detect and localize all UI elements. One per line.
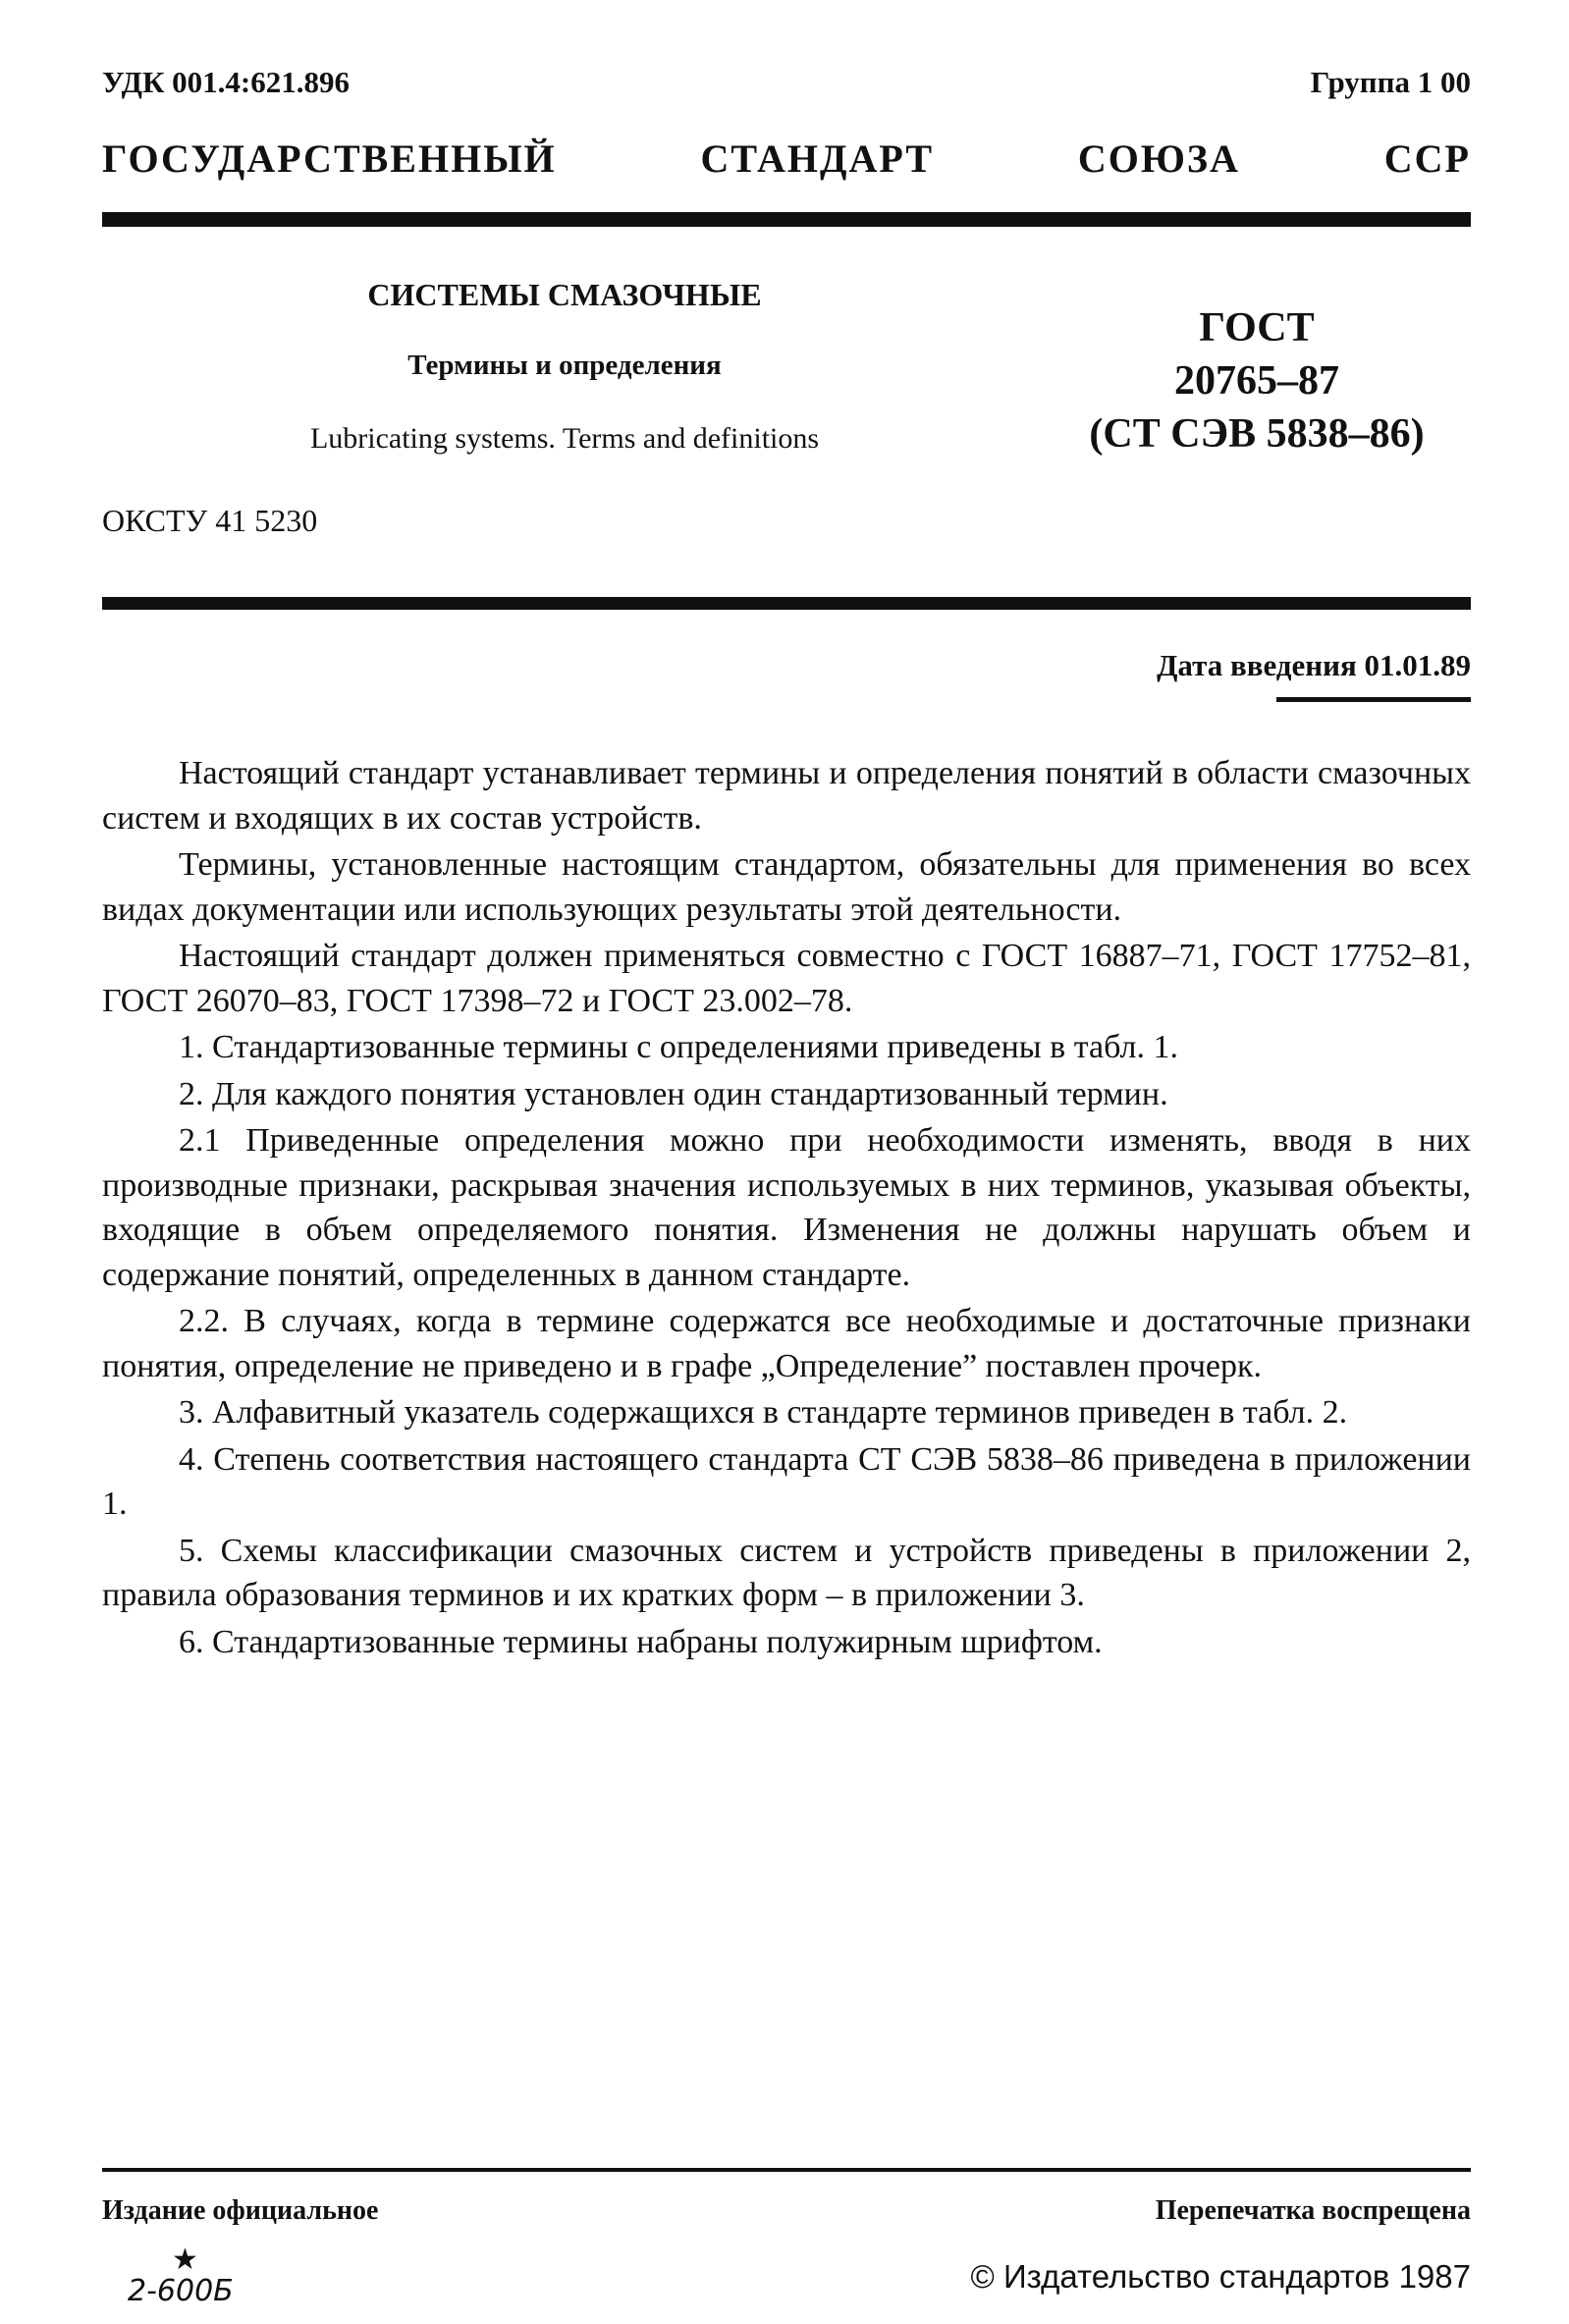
top-thick-rule	[102, 212, 1471, 227]
bottom-rule	[102, 2168, 1471, 2172]
paragraph: 2. Для каждого понятия установлен один стандартизованный термин.	[179, 1075, 1168, 1112]
document-title: СИСТЕМЫ СМАЗОЧНЫЕ	[367, 277, 762, 312]
english-title: Lubricating systems. Terms and definitions	[309, 422, 820, 455]
star-icon: ★	[172, 2243, 198, 2276]
paragraph: 2.2. В случаях, когда в термине содержатся все необходимые и достаточные признаки понятия, определение не приведено и в графе „Определение” поставлен прочерк.	[102, 1303, 1471, 1384]
state-standard-banner: ГОСУДАРСТВЕННЫЙ СТАНДАРТ СОЮЗА ССР	[102, 136, 1471, 181]
gost-number: 20765–87	[1174, 357, 1339, 404]
paragraph: Настоящий стандарт должен применяться совместно с ГОСТ 16887–71, ГОСТ 17752–81, ГОСТ 26070–83, ГОСТ 17398–72 и ГОСТ 23.002–78.	[102, 938, 1471, 1019]
copyright-notice: © Издательство стандартов 1987	[970, 2258, 1471, 2295]
body-text	[102, 751, 1471, 1666]
gost-designation	[1060, 302, 1453, 460]
document-subtitle: Термины и определения	[407, 350, 722, 381]
okstu-code: ОКСТУ 41 5230	[102, 503, 318, 538]
paragraph: 6. Стандартизованные термины набраны полужирным шрифтом.	[179, 1623, 1103, 1660]
middle-thick-rule	[102, 597, 1471, 610]
handwritten-code: 2-600Б	[128, 2274, 234, 2308]
paragraph: 3. Алфавитный указатель содержащихся в стандарте терминов приведен в табл. 2.	[179, 1394, 1348, 1431]
paragraph: 5. Схемы классификации смазочных систем и устройств приведены в приложении 2, правила образования терминов и их кратких форм – в приложении 3.	[102, 1532, 1471, 1613]
introduction-date: Дата введения 01.01.89	[1157, 648, 1471, 682]
st-sev-number: (СТ СЭВ 5838–86)	[1089, 410, 1425, 457]
date-underline	[1276, 697, 1471, 702]
paragraph: 1. Стандартизованные термины с определениями приведены в табл. 1.	[179, 1029, 1178, 1065]
paragraph: 2.1 Приведенные определения можно при необходимости изменять, вводя в них производные признаки, раскрывая значения используемых в них терминов, указывая объекты, входящие в объем определяемого понятия. Изменения не должны нарушать объем и содержание понятий, определенных в данном стандарте.	[102, 1122, 1471, 1293]
reprint-prohibited-label: Перепечатка воспрещена	[1155, 2195, 1471, 2226]
paragraph: Термины, установленные настоящим стандартом, обязательны для применения во всех видах документации или использующих результаты этой деятельности.	[102, 846, 1471, 928]
paragraph: 4. Степень соответствия настоящего стандарта СТ СЭВ 5838–86 приведена в приложении 1.	[102, 1440, 1471, 1522]
official-edition-label: Издание официальное	[102, 2195, 379, 2226]
udc-code: УДК 001.4:621.896	[102, 65, 350, 99]
gost-label: ГОСТ	[1199, 305, 1315, 351]
group-code: Группа 1 00	[1310, 65, 1471, 99]
paragraph: Настоящий стандарт устанавливает термины и определения понятий в области смазочных систем и входящих в их состав устройств.	[102, 755, 1471, 837]
